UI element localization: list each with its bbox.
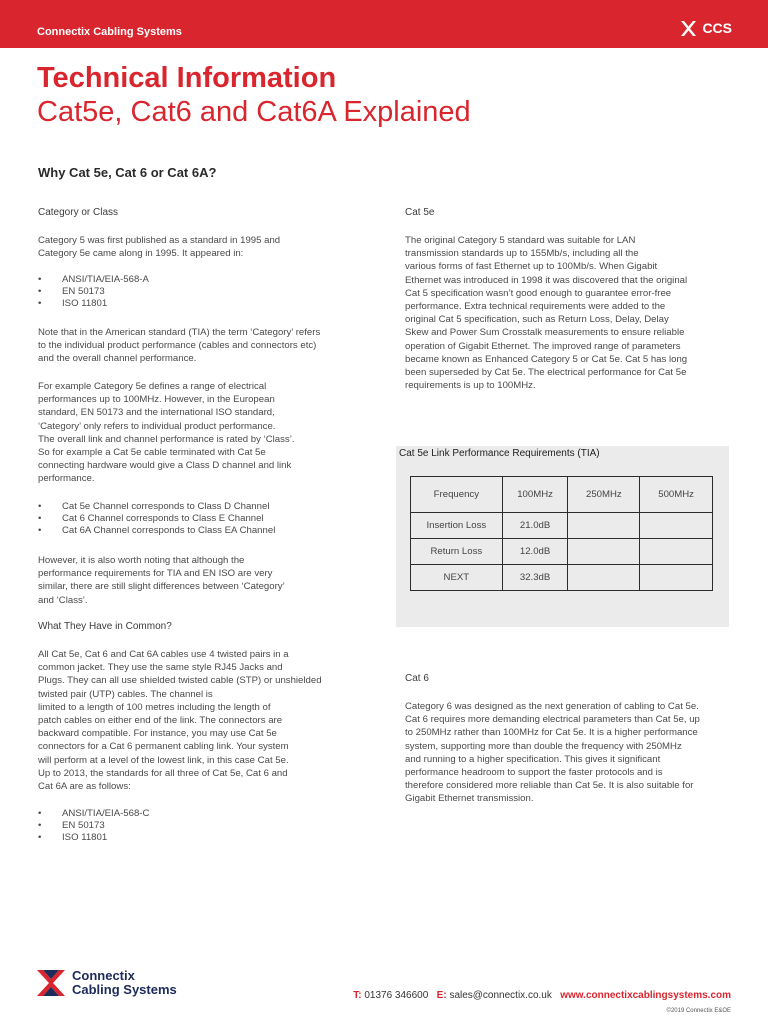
standards-list-2 [38, 808, 149, 845]
page-title: Technical Information [37, 62, 337, 94]
email-label: E: [436, 990, 447, 1001]
table-header-cell: Frequency [411, 477, 503, 513]
text-line: connecting hardware would give a Class D channel and link [38, 460, 292, 472]
footer-logo-line: Connectix [72, 968, 135, 983]
text-line: original Cat 5 specification, such as Return Loss, Delay, Delay [405, 314, 669, 326]
text-line: patch cables on either end of the link. The connectors are [38, 715, 283, 727]
table-cell: 12.0dB [502, 539, 568, 565]
text-line: to 250MHz rather than 100MHz for Cat 5e. It is a higher performance [405, 727, 698, 739]
list-item: • ISO 11801 [38, 298, 149, 310]
text-line: common jacket. They use the same style RJ45 Jacks and [38, 662, 283, 674]
cat6-paragraph [405, 700, 700, 806]
class-list [38, 501, 275, 538]
table-cell: 32.3dB [502, 565, 568, 591]
email-link[interactable]: sales@connectix.co.uk [449, 990, 552, 1001]
text-line: performance headroom to support the faster protocols and is [405, 767, 663, 779]
example-paragraph [38, 380, 295, 486]
intro-paragraph [38, 234, 280, 260]
text-line: Gigabit Ethernet transmission. [405, 793, 534, 805]
table-cell [568, 565, 640, 591]
table-cell [568, 513, 640, 539]
text-line: performance. Extra technical requirements were added to the [405, 301, 666, 313]
list-item: • EN 50173 [38, 286, 149, 298]
section-heading: Why Cat 5e, Cat 6 or Cat 6A? [38, 165, 217, 180]
text-line: requirements is up to 100MHz. [405, 380, 536, 392]
text-line: connectors for a Cat 6 permanent cabling link. Your system [38, 741, 289, 753]
cat5e-label: Cat 5e [405, 207, 435, 218]
ccs-logo-text: CCS [702, 20, 732, 36]
text-line: Category 6 was designed as the next generation of cabling to Cat 5e. [405, 701, 699, 712]
common-label: What They Have in Common? [38, 621, 172, 632]
table-row [411, 539, 713, 565]
footer-logo [36, 969, 177, 997]
text-line: and ‘Class’. [38, 594, 88, 606]
text-line: and the overall channel performance. [38, 353, 197, 365]
text-line: Cat 5 specification wasn’t good enough to guarantee error-free [405, 287, 672, 299]
text-line: similar, there are still slight differences between ‘Category’ [38, 581, 285, 593]
table-header-cell: 100MHz [502, 477, 568, 513]
table-cell: 21.0dB [502, 513, 568, 539]
tel-label: T: [353, 990, 362, 1001]
table-header-cell: 250MHz [568, 477, 640, 513]
note-paragraph [38, 326, 320, 366]
list-item: • EN 50173 [38, 820, 149, 832]
ccs-logo-icon [681, 21, 696, 36]
text-line: standard, EN 50173 and the international ISO standard, [38, 407, 275, 419]
text-line: became known as Enhanced Category 5 or Cat 5e. Cat 5 has long [405, 353, 688, 365]
table-row [411, 513, 713, 539]
footer-contact [353, 990, 731, 1001]
text-line: The overall link and channel performance is rated by ‘Class’. [38, 433, 295, 445]
text-line: various forms of fast Ethernet up to 100Mb/s. When Gigabit [405, 261, 658, 273]
text-line: Up to 2013, the standards for all three of Cat 5e, Cat 6 and [38, 767, 288, 779]
footer-logo-text [72, 969, 177, 997]
text-line: been superseded by Cat 5e. The electrical performance for Cat 5e [405, 367, 687, 379]
table-cell: Insertion Loss [411, 513, 503, 539]
connectix-logo-icon [36, 969, 66, 997]
text-line: and running to a higher specification. This gives it significant [405, 753, 661, 765]
text-line: For example Category 5e defines a range of electrical [38, 381, 267, 392]
table-row [411, 565, 713, 591]
common-paragraph [38, 648, 322, 793]
text-line: backward compatible. For instance, you may use Cat 5e [38, 728, 277, 740]
table-cell [568, 539, 640, 565]
table-cell [640, 565, 713, 591]
however-paragraph [38, 554, 285, 607]
text-line: However, it is also worth noting that although the [38, 555, 245, 566]
tel-number[interactable]: 01376 346600 [364, 990, 429, 1001]
table-header-row [411, 477, 713, 513]
list-item: • ANSI/TIA/EIA-568-C [38, 808, 149, 820]
table-cell [640, 513, 713, 539]
text-line: Category 5e came along in 1995. It appeared in: [38, 248, 244, 260]
text-line: Ethernet was introduced in 1998 it was discovered that the original [405, 274, 688, 286]
list-item: • Cat 6A Channel corresponds to Class EA Channel [38, 525, 275, 537]
text-line: The original Category 5 standard was suitable for LAN [405, 235, 636, 246]
text-line: system, supporting more than double the frequency with 250MHz [405, 740, 682, 752]
category-label: Category or Class [38, 207, 119, 218]
text-line: operation of Gigabit Ethernet. The improved range of parameters [405, 340, 681, 352]
performance-table [410, 476, 713, 591]
page-subtitle: Cat5e, Cat6 and Cat6A Explained [37, 96, 471, 128]
text-line: transmission standards up to 155Mb/s, including all the [405, 248, 639, 260]
text-line: So for example a Cat 5e cable terminated with Cat 5e [38, 447, 266, 459]
header-brand: Connectix Cabling Systems [37, 26, 182, 38]
text-line: will perform at a level of the lowest link, in this case Cat 5e. [38, 754, 289, 766]
list-item: • ANSI/TIA/EIA-568-A [38, 274, 149, 286]
list-item: • Cat 6 Channel corresponds to Class E Channel [38, 513, 275, 525]
table-cell: Return Loss [411, 539, 503, 565]
text-line: ‘Category’ only refers to individual product performance. [38, 420, 276, 432]
text-line: Cat 6A are as follows: [38, 781, 131, 793]
text-line: Plugs. They can all use shielded twisted cable (STP) or unshielded [38, 675, 322, 687]
text-line: All Cat 5e, Cat 6 and Cat 6A cables use 4 twisted pairs in a [38, 649, 289, 660]
table-cell: NEXT [411, 565, 503, 591]
performance-table-title: Cat 5e Link Performance Requirements (TIA) [399, 448, 600, 459]
text-line: therefore considered more reliable than Cat 5e. It is also suitable for [405, 780, 694, 792]
table-header-cell: 500MHz [640, 477, 713, 513]
standards-list-1 [38, 274, 149, 311]
text-line: performances up to 100MHz. However, in the European [38, 394, 275, 406]
list-item: • ISO 11801 [38, 832, 149, 844]
header-bar [0, 0, 768, 48]
text-line: performance. [38, 473, 95, 485]
text-line: twisted pair (UTP) cables. The channel is [38, 688, 213, 700]
text-line: Cat 6 requires more demanding electrical parameters than Cat 5e, up [405, 714, 700, 726]
cat5e-paragraph [405, 234, 687, 392]
text-line: Category 5 was first published as a standard in 1995 and [38, 235, 281, 246]
copyright: ©2019 Connectix E&OE [666, 1008, 731, 1014]
text-line: Note that in the American standard (TIA) the term ‘Category’ refers [38, 327, 321, 338]
website-link[interactable]: www.connectixcablingsystems.com [560, 990, 731, 1001]
table-cell [640, 539, 713, 565]
text-line: limited to a length of 100 metres including the length of [38, 701, 271, 713]
text-line: to the individual product performance (cables and connectors etc) [38, 340, 317, 352]
text-line: performance requirements for TIA and EN ISO are very [38, 568, 273, 580]
footer-logo-line: Cabling Systems [72, 982, 177, 997]
cat6-label: Cat 6 [405, 673, 429, 684]
list-item: • Cat 5e Channel corresponds to Class D Channel [38, 501, 275, 513]
text-line: Skew and Power Sum Crosstalk measurements to ensure reliable [405, 327, 685, 339]
ccs-logo [681, 20, 732, 36]
